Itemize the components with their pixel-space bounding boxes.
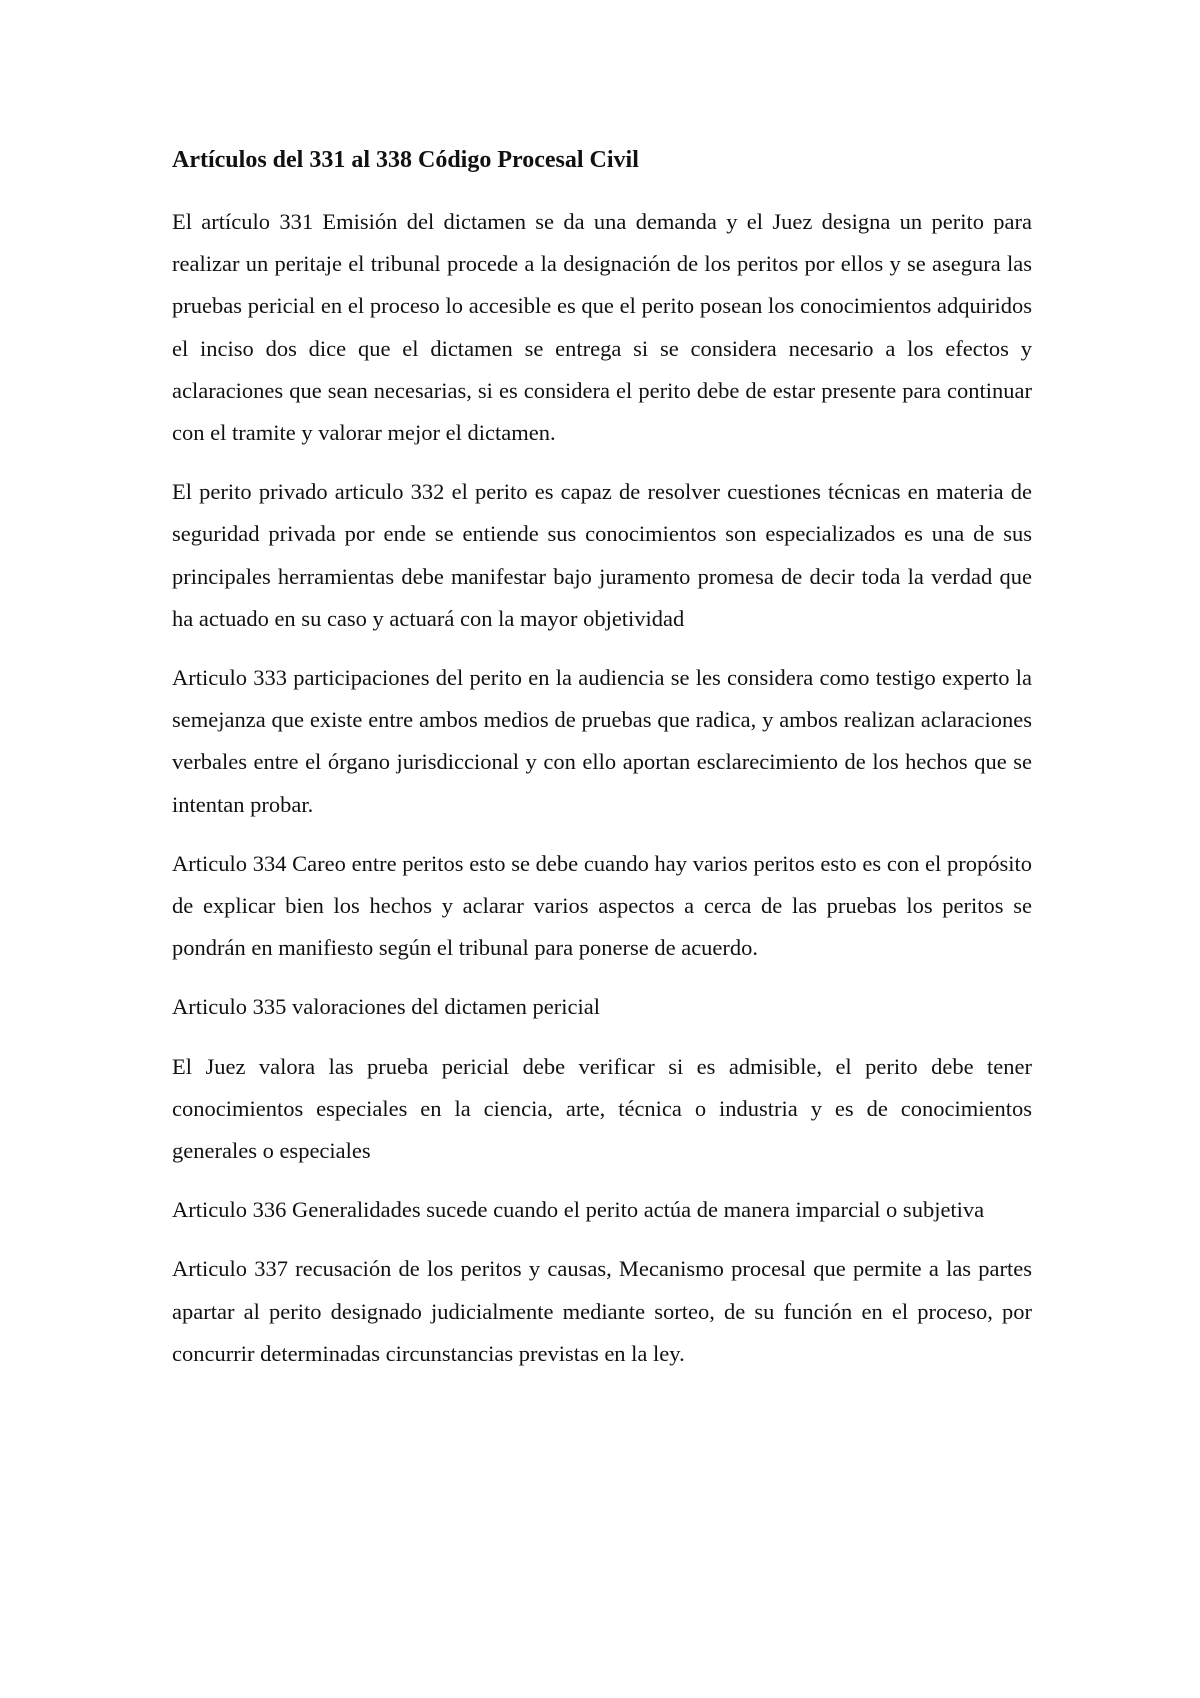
paragraph-article-336: Articulo 336 Generalidades sucede cuando el perito actúa de manera imparcial o subjetiva xyxy=(172,1197,985,1223)
document-title: Artículos del 331 al 338 Código Procesal Civil xyxy=(172,147,639,173)
paragraph-article-332: El perito privado articulo 332 el perito es capaz de resolver cuestiones técnicas en materia de seguridad privada por ende se entiende sus conocimientos son especializados es una de sus principales herramientas debe manifestar bajo juramento promesa de decir toda la verdad que ha actuado en su caso y actuará con la mayor objetividad xyxy=(172,479,1032,631)
paragraph-article-337: Articulo 337 recusación de los peritos y causas, Mecanismo procesal que permite a las partes apartar al perito designado judicialmente mediante sorteo, de su función en el proceso, por concurrir determinadas circunstancias previstas en la ley. xyxy=(172,1256,1032,1366)
document-body xyxy=(172,142,1032,1392)
paragraph-article-333: Articulo 333 participaciones del perito en la audiencia se les considera como testigo experto la semejanza que existe entre ambos medios de pruebas que radica, y ambos realizan aclaraciones verbales entre el órgano jurisdiccional y con ello aportan esclarecimiento de los hechos que se intentan probar. xyxy=(172,665,1032,817)
paragraph-article-335-heading: Articulo 335 valoraciones del dictamen pericial xyxy=(172,994,600,1020)
paragraph-article-331: El artículo 331 Emisión del dictamen se da una demanda y el Juez designa un perito para realizar un peritaje el tribunal procede a la designación de los peritos por ellos y se asegura las pruebas pericial en el proceso lo accesible es que el perito posean los conocimientos adquiridos el inciso dos dice que el dictamen se entrega si se considera necesario a los efectos y aclaraciones que sean necesarias, si es considera el perito debe de estar presente para continuar con el tramite y valorar mejor el dictamen. xyxy=(172,209,1032,446)
paragraph-article-334: Articulo 334 Careo entre peritos esto se debe cuando hay varios peritos esto es con el propósito de explicar bien los hechos y aclarar varios aspectos a cerca de las pruebas los peritos se pondrán en manifiesto según el tribunal para ponerse de acuerdo. xyxy=(172,850,1032,961)
paragraph-article-335-body: El Juez valora las prueba pericial debe verificar si es admisible, el perito debe tener conocimientos especiales en la ciencia, arte, técnica o industria y es de conocimientos generales o especiales xyxy=(172,1053,1032,1164)
